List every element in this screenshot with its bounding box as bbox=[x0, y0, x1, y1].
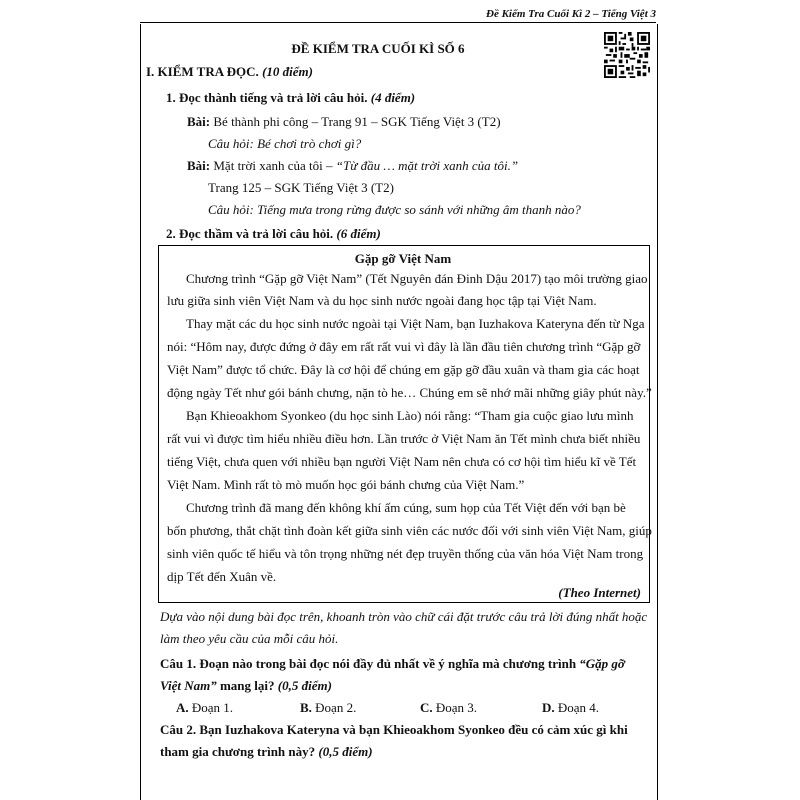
reading-2: Bài: Mặt trời xanh của tôi – “Từ đầu … mặt trời xanh của tôi.” bbox=[187, 158, 519, 173]
question-1-cont: Việt Nam” mang lại? (0,5 điểm) bbox=[160, 678, 332, 693]
passage-line: Bạn Khieoakhom Syonkeo (du học sinh Lào) nói rằng: “Tham gia cuộc giao lưu mình bbox=[186, 408, 634, 423]
instruction-line: làm theo yêu cầu của mỗi câu hỏi. bbox=[160, 631, 339, 646]
passage-line: bốn phương, thắt chặt tình đoàn kết giữa sinh viên các nước đối với sinh viên Việt Nam, giúp bbox=[167, 523, 652, 538]
header-rule bbox=[140, 22, 656, 23]
exam-title: ĐỀ KIỂM TRA CUỐI KÌ SỐ 6 bbox=[291, 41, 465, 56]
reading-1: Bài: Bé thành phi công – Trang 91 – SGK Tiếng Việt 3 (T2) bbox=[187, 114, 501, 129]
passage-line: Thay mặt các du học sinh nước ngoài tại Việt Nam, bạn Iuzhakova Kateryna đến từ Nga bbox=[186, 316, 645, 331]
passage-line: sinh viên quốc tế hiểu và tôn trọng những nét đẹp truyền thống của văn hóa Việt Nam trong bbox=[167, 546, 644, 561]
qr-code-icon bbox=[604, 32, 650, 78]
passage-line: Việt Nam. Mình rất tò mò muốn học gói bánh chưng của Việt Nam.” bbox=[167, 477, 525, 492]
passage-line: tiếng Việt, chưa quen với nhiều bạn người Việt Nam nên chưa có cơ hội tìm hiểu kĩ về Tết bbox=[167, 454, 637, 469]
option-c[interactable]: C. Đoạn 3. bbox=[420, 700, 478, 715]
part-1-heading: 1. Đọc thành tiếng và trả lời câu hỏi. (4 điểm) bbox=[166, 90, 416, 105]
option-b[interactable]: B. Đoạn 2. bbox=[300, 700, 357, 715]
passage-source: (Theo Internet) bbox=[558, 585, 641, 600]
passage-line: nói: “Hôm nay, được đứng ở đây em rất rất vui vì đây là lần đầu tiên chương trình “Gặp gỡ bbox=[167, 339, 641, 354]
passage-line: lưu giữa sinh viên Việt Nam và du học sinh nước ngoài đang học tập tại Việt Nam. bbox=[167, 293, 597, 308]
option-d[interactable]: D. Đoạn 4. bbox=[542, 700, 600, 715]
question-2: Câu 2. Bạn Iuzhakova Kateryna và bạn Khieoakhom Syonkeo đều có cảm xúc gì khi bbox=[160, 722, 628, 737]
question-1: Câu 1. Đoạn nào trong bài đọc nói đầy đủ nhất về ý nghĩa mà chương trình “Gặp gỡ bbox=[160, 656, 625, 671]
page-header: Đề Kiểm Tra Cuối Kì 2 – Tiếng Việt 3 bbox=[486, 8, 656, 20]
reading-1-question: Câu hỏi: Bé chơi trò chơi gì? bbox=[208, 136, 362, 151]
question-2-cont: tham gia chương trình này? (0,5 điểm) bbox=[160, 744, 373, 759]
passage-line: Chương trình đã mang đến không khí ấm cúng, sum họp của Tết Việt đến với bạn bè bbox=[186, 500, 626, 515]
passage-line: Việt Nam” được tổ chức. Đây là cơ hội để chúng em gặp gỡ đầu xuân và tham gia các hoạt bbox=[167, 362, 640, 377]
section-1-heading: I. KIỂM TRA ĐỌC. (10 điểm) bbox=[146, 64, 313, 79]
reading-2-question: Câu hỏi: Tiếng mưa trong rừng được so sánh với những âm thanh nào? bbox=[208, 202, 581, 217]
part-2-heading: 2. Đọc thầm và trả lời câu hỏi. (6 điểm) bbox=[166, 226, 381, 241]
passage-line: động ngày Tết như gói bánh chưng, nặn tò he… Chúng em sẽ nhớ mãi những giây phút này.” bbox=[167, 385, 652, 400]
passage-title: Gặp gỡ Việt Nam bbox=[354, 251, 452, 266]
passage-line: Chương trình “Gặp gỡ Việt Nam” (Tết Nguyên đán Đinh Dậu 2017) tạo môi trường giao bbox=[186, 271, 648, 286]
passage-line: dịp Tết đến Xuân về. bbox=[167, 569, 277, 584]
passage-line: rất vui vì được tìm hiểu nhiều điều hơn. Lần trước ở Việt Nam ăn Tết mình chưa biết nhiều bbox=[167, 431, 641, 446]
instruction-line: Dựa vào nội dung bài đọc trên, khoanh tròn vào chữ cái đặt trước câu trả lời đúng nhất hoặc bbox=[160, 609, 648, 624]
reading-2-page: Trang 125 – SGK Tiếng Việt 3 (T2) bbox=[208, 180, 394, 195]
option-a[interactable]: A. Đoạn 1. bbox=[176, 700, 234, 715]
